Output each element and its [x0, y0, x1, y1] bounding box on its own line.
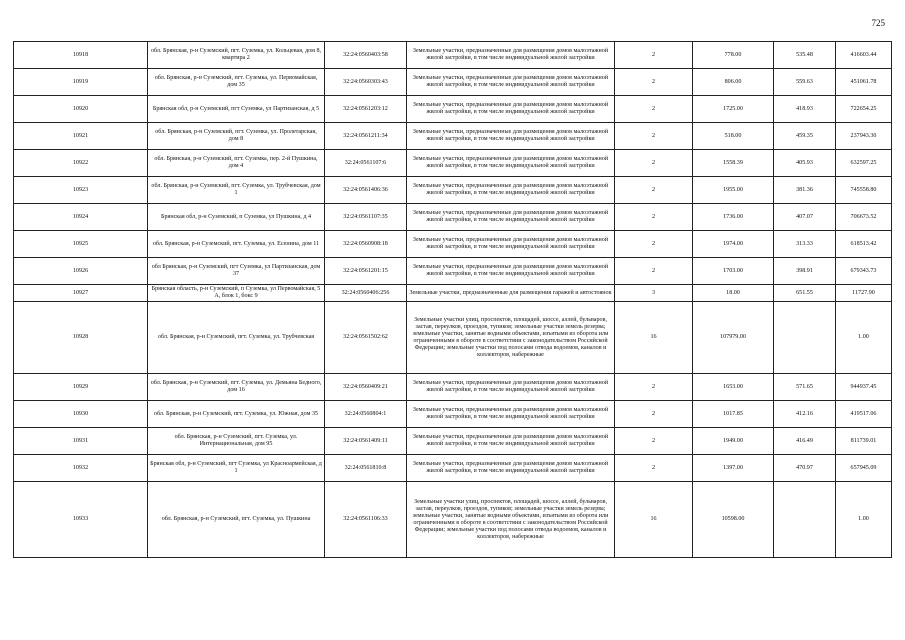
address-cell: обл. Брянская, р-н Суземский, пгт. Суземка, ул. Трубчевская, дом 1: [148, 177, 325, 204]
group-cell: 16: [615, 302, 693, 374]
table-row: [14, 455, 892, 482]
address-cell: обл. Брянская, р-н Суземский, пгт. Суземка, пер. 2-й Пушкина, дом 4: [148, 150, 325, 177]
cadastral-value-cell: 679343.73: [836, 258, 892, 285]
group-cell: 2: [615, 123, 693, 150]
cadastral-number-cell: 32:24:0561211:34: [325, 123, 407, 150]
cadastral-value-table: [13, 41, 892, 558]
cadastral-number-cell: 32:24:0561810:8: [325, 455, 407, 482]
row-number: 10925: [14, 231, 148, 258]
area-cell: 778.00: [693, 42, 774, 69]
group-cell: 2: [615, 42, 693, 69]
area-cell: 1974.00: [693, 231, 774, 258]
specific-value-cell: 407.07: [774, 204, 836, 231]
land-use-cell: Земельные участки, предназначенные для размещения домов малоэтажной жилой застройки, в том числе индивидуальной жилой застройки: [407, 150, 615, 177]
table-row: [14, 42, 892, 69]
group-cell: 2: [615, 69, 693, 96]
group-cell: 3: [615, 285, 693, 302]
table-row: [14, 96, 892, 123]
row-number: 10924: [14, 204, 148, 231]
specific-value-cell: 459.35: [774, 123, 836, 150]
area-cell: 1955.00: [693, 177, 774, 204]
cadastral-value-cell: 237943.30: [836, 123, 892, 150]
specific-value-cell: 405.93: [774, 150, 836, 177]
group-cell: 2: [615, 374, 693, 401]
area-cell: 1017.85: [693, 401, 774, 428]
table-row: [14, 285, 892, 302]
group-cell: 2: [615, 204, 693, 231]
row-number: 10921: [14, 123, 148, 150]
land-use-cell: Земельные участки, предназначенные для размещения домов малоэтажной жилой застройки, в том числе индивидуальной жилой застройки: [407, 96, 615, 123]
specific-value-cell: 559.63: [774, 69, 836, 96]
specific-value-cell: 571.65: [774, 374, 836, 401]
cadastral-number-cell: 32:24:0561406:36: [325, 177, 407, 204]
area-cell: 1703.00: [693, 258, 774, 285]
cadastral-number-cell: 32:24:0561107:35: [325, 204, 407, 231]
cadastral-value-cell: 416603.44: [836, 42, 892, 69]
page-number: 725: [871, 18, 885, 28]
table-row: [14, 302, 892, 374]
specific-value-cell: 381.36: [774, 177, 836, 204]
specific-value-cell: 470.97: [774, 455, 836, 482]
table-row: [14, 231, 892, 258]
row-number: 10919: [14, 69, 148, 96]
row-number: 10932: [14, 455, 148, 482]
cadastral-number-cell: 32:24:0560804:1: [325, 401, 407, 428]
land-use-cell: Земельные участки, предназначенные для размещения домов малоэтажной жилой застройки, в том числе индивидуальной жилой застройки: [407, 123, 615, 150]
address-cell: обл. Брянская, р-н Суземский, пгт. Суземка, ул. Первомайская, дом 35: [148, 69, 325, 96]
specific-value-cell: 398.91: [774, 258, 836, 285]
cadastral-value-cell: 722654.25: [836, 96, 892, 123]
table-row: [14, 374, 892, 401]
specific-value-cell: 412.16: [774, 401, 836, 428]
group-cell: 2: [615, 401, 693, 428]
land-use-cell: Земельные участки улиц, проспектов, площадей, шоссе, аллей, бульваров, застав, переулков, проездов, тупиков; земельные участки земель резерва; земельные участки, занятые водными объектами, изъятыми из оборота или ограниченными в обороте в соответствии с законодательством Российской Федерации; земельные участки под полосами отвода водоемов, каналов и коллекторов, набережные: [407, 302, 615, 374]
address-cell: Брянская обл, р-н Суземский, пгт Суземка, ул Красноармейская, д 1: [148, 455, 325, 482]
group-cell: 2: [615, 231, 693, 258]
group-cell: 2: [615, 455, 693, 482]
area-cell: 18.00: [693, 285, 774, 302]
land-use-cell: Земельные участки, предназначенные для размещения домов малоэтажной жилой застройки, в том числе индивидуальной жилой застройки: [407, 374, 615, 401]
group-cell: 2: [615, 96, 693, 123]
land-use-cell: Земельные участки, предназначенные для размещения домов малоэтажной жилой застройки, в том числе индивидуальной жилой застройки: [407, 231, 615, 258]
area-cell: 1949.00: [693, 428, 774, 455]
row-number: 10931: [14, 428, 148, 455]
cadastral-value-cell: 419517.06: [836, 401, 892, 428]
land-use-cell: Земельные участки, предназначенные для размещения домов малоэтажной жилой застройки, в том числе индивидуальной жилой застройки: [407, 42, 615, 69]
cadastral-number-cell: 32:24:0561502:62: [325, 302, 407, 374]
address-cell: обл. Брянская, р-н Суземский, пгт. Суземка, ул. Демьяна Бедного, дом 16: [148, 374, 325, 401]
address-cell: Брянская обл, р-н Суземский, пгт Суземка, ул Партизанская, д 5: [148, 96, 325, 123]
cadastral-number-cell: 32:24:0560406:256: [325, 285, 407, 302]
row-number: 10927: [14, 285, 148, 302]
table-row: [14, 401, 892, 428]
cadastral-value-cell: 745558.80: [836, 177, 892, 204]
cadastral-number-cell: 32:24:0561203:12: [325, 96, 407, 123]
address-cell: Брянская обл, р-н Суземский, п Суземка, ул Пушкина, д 4: [148, 204, 325, 231]
table-row: [14, 177, 892, 204]
address-cell: обл. Брянская, р-н Суземский, пгт. Суземка, ул. Трубчевская: [148, 302, 325, 374]
cadastral-number-cell: 32:24:0560403:58: [325, 42, 407, 69]
cadastral-value-cell: 811739.01: [836, 428, 892, 455]
specific-value-cell: 416.49: [774, 428, 836, 455]
land-use-cell: Земельные участки, предназначенные для размещения домов малоэтажной жилой застройки, в том числе индивидуальной жилой застройки: [407, 428, 615, 455]
group-cell: 2: [615, 258, 693, 285]
address-cell: обл Брянская, р-н Суземский, пгт Суземка, ул Партизанская, дом 37: [148, 258, 325, 285]
cadastral-value-cell: 618513.42: [836, 231, 892, 258]
group-cell: 16: [615, 482, 693, 558]
area-cell: 10598.00: [693, 482, 774, 558]
land-use-cell: Земельные участки, предназначенные для размещения домов малоэтажной жилой застройки, в том числе индивидуальной жилой застройки: [407, 204, 615, 231]
table-row: [14, 204, 892, 231]
table-row: [14, 69, 892, 96]
group-cell: 2: [615, 428, 693, 455]
specific-value-cell: [774, 482, 836, 558]
cadastral-number-cell: 32:24:0561201:15: [325, 258, 407, 285]
row-number: 10922: [14, 150, 148, 177]
area-cell: 806.00: [693, 69, 774, 96]
area-cell: 1736.00: [693, 204, 774, 231]
land-use-cell: Земельные участки, предназначенные для размещения домов малоэтажной жилой застройки, в том числе индивидуальной жилой застройки: [407, 455, 615, 482]
cadastral-number-cell: 32:24:0560908:18: [325, 231, 407, 258]
table-row: [14, 428, 892, 455]
table-body: [14, 42, 892, 558]
address-cell: обл. Брянская, р-н Суземский, пгт. Суземка, ул. Южная, дом 35: [148, 401, 325, 428]
row-number: 10929: [14, 374, 148, 401]
address-cell: обл. Брянская, р-н Суземский, пгт. Суземка, ул. Есенина, дом 11: [148, 231, 325, 258]
address-cell: обл. Брянская, р-н Суземский, пгт. Суземка, ул. Пушкина: [148, 482, 325, 558]
cadastral-number-cell: 32:24:0561106:33: [325, 482, 407, 558]
area-cell: 107979.00: [693, 302, 774, 374]
row-number: 10933: [14, 482, 148, 558]
row-number: 10926: [14, 258, 148, 285]
table-row: [14, 150, 892, 177]
address-cell: обл. Брянская, р-н Суземский, пгт. Суземка, ул. Кольцевая, дом 8, квартира 2: [148, 42, 325, 69]
land-use-cell: Земельные участки, предназначенные для размещения домов малоэтажной жилой застройки, в том числе индивидуальной жилой застройки: [407, 177, 615, 204]
area-cell: 1653.00: [693, 374, 774, 401]
cadastral-value-cell: 657945.09: [836, 455, 892, 482]
table-row: [14, 123, 892, 150]
cadastral-value-cell: 632597.25: [836, 150, 892, 177]
row-number: 10923: [14, 177, 148, 204]
cadastral-value-cell: 11727.90: [836, 285, 892, 302]
group-cell: 2: [615, 177, 693, 204]
row-number: 10930: [14, 401, 148, 428]
cadastral-value-cell: 706673.52: [836, 204, 892, 231]
row-number: 10918: [14, 42, 148, 69]
land-use-cell: Земельные участки, предназначенные для размещения домов малоэтажной жилой застройки, в том числе индивидуальной жилой застройки: [407, 401, 615, 428]
cadastral-number-cell: 32:24:0560303:43: [325, 69, 407, 96]
land-use-cell: Земельные участки, предназначенные для размещения гаражей и автостоянок: [407, 285, 615, 302]
land-use-cell: Земельные участки улиц, проспектов, площадей, шоссе, аллей, бульваров, застав, переулков, проездов, тупиков; земельные участки земель резерва; земельные участки, занятые водными объектами, изъятыми из оборота или ограниченными в обороте в соответствии с законодательством Российской Федерации; земельные участки под полосами отвода водоемов, каналов и коллекторов, набережные: [407, 482, 615, 558]
table-row: [14, 258, 892, 285]
cadastral-number-cell: 32:24:0561409:11: [325, 428, 407, 455]
specific-value-cell: 651.55: [774, 285, 836, 302]
area-cell: 1725.00: [693, 96, 774, 123]
land-use-cell: Земельные участки, предназначенные для размещения домов малоэтажной жилой застройки, в том числе индивидуальной жилой застройки: [407, 258, 615, 285]
cadastral-number-cell: 32:24:0561107:6: [325, 150, 407, 177]
group-cell: 2: [615, 150, 693, 177]
address-cell: Брянская область, р-н Суземский, п Суземка, ул Первомайская, 5 А, блок 1, бокс 9: [148, 285, 325, 302]
address-cell: обл. Брянская, р-н Суземский, пгт. Суземка, ул. Пролетарская, дом 8: [148, 123, 325, 150]
row-number: 10928: [14, 302, 148, 374]
cadastral-number-cell: 32:24:0560409:21: [325, 374, 407, 401]
row-number: 10920: [14, 96, 148, 123]
area-cell: 518.00: [693, 123, 774, 150]
cadastral-value-cell: 451061.78: [836, 69, 892, 96]
specific-value-cell: 418.93: [774, 96, 836, 123]
specific-value-cell: [774, 302, 836, 374]
specific-value-cell: 313.33: [774, 231, 836, 258]
area-cell: 1397.00: [693, 455, 774, 482]
table-row: [14, 482, 892, 558]
cadastral-value-cell: 1.00: [836, 302, 892, 374]
area-cell: 1558.39: [693, 150, 774, 177]
address-cell: обл. Брянская, р-н Суземский, пгт. Суземка, ул. Интернациональная, дом 95: [148, 428, 325, 455]
specific-value-cell: 535.48: [774, 42, 836, 69]
cadastral-value-cell: 944937.45: [836, 374, 892, 401]
land-use-cell: Земельные участки, предназначенные для размещения домов малоэтажной жилой застройки, в том числе индивидуальной жилой застройки: [407, 69, 615, 96]
cadastral-value-cell: 1.00: [836, 482, 892, 558]
